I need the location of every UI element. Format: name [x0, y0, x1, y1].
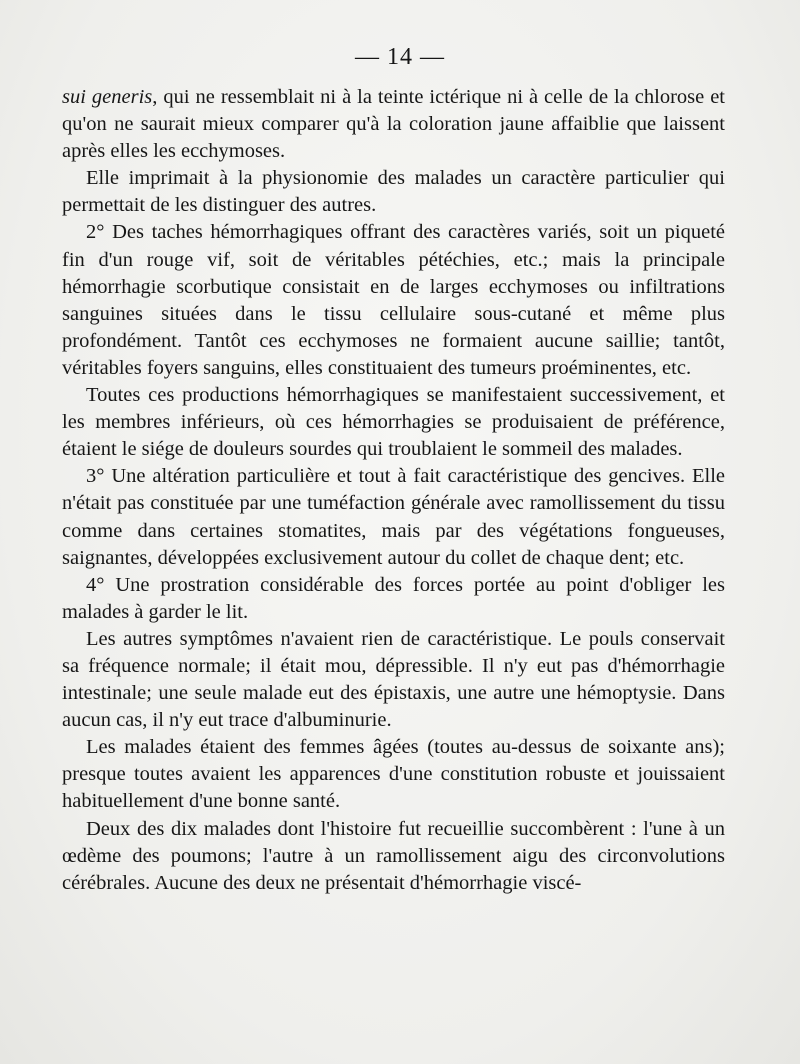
page-number: — 14 —: [355, 44, 445, 70]
paragraph-3: 2° Des taches hémorrhagiques offrant des caractères variés, soit un piqueté fin d'un rouge vif, soit de véritables pétéchies, etc.; mais la principale hémorrhagie scorbutique consistait en de larges ecchymoses ou infiltrations sanguines situées dans le tissu cellulaire sous-cutané et même plus profondément. Tantôt ces ecchymoses ne formaient aucune saillie; tantôt, véritables foyers sanguins, elles constituaient des tumeurs proéminentes, etc.: [62, 221, 725, 379]
paragraph-6: 4° Une prostration considérable des forces portée au point d'obliger les malades à garder le lit.: [62, 573, 725, 623]
paragraph-4: Toutes ces productions hémorrhagiques se manifestaient successivement, et les membres inférieurs, où ces hémorrhagies se produisaient de préférence, étaient le siége de douleurs sourdes qui troublaient le sommeil des malades.: [62, 384, 725, 461]
paragraph-8: Les malades étaient des femmes âgées (toutes au-dessus de soixante ans); presque toutes avaient les apparences d'une constitution robuste et jouissaient habituellement d'une bonne santé.: [62, 736, 725, 813]
paragraph-9: Deux des dix malades dont l'histoire fut recueillie succombèrent : l'une à un œdème des poumons; l'autre à un ramollissement aigu des circonvolutions cérébrales. Aucune des deux ne présentait d'hémorrhagie viscé-: [62, 817, 725, 894]
paragraph-7: Les autres symptômes n'avaient rien de caractéristique. Le pouls conservait sa fréquence normale; il était mou, dépressible. Il n'y eut pas d'hémorrhagie intestinale; une seule malade eut des épistaxis, une autre une hémoptysie. Dans aucun cas, il n'y eut trace d'albuminurie.: [62, 627, 725, 732]
paragraph-1-text: , qui ne ressemblait ni à la teinte ictérique ni à celle de la chlorose et qu'on ne saurait mieux comparer qu'à la coloration jaune affaiblie que laissent après elles les ecchymoses.: [62, 86, 725, 163]
latin-phrase: sui generis: [62, 86, 153, 108]
paragraph-2: Elle imprimait à la physionomie des malades un caractère particulier qui permettait de les distinguer des autres.: [62, 167, 725, 217]
paragraph-5: 3° Une altération particulière et tout à fait caractéristique des gencives. Elle n'était pas constituée par une tuméfaction générale avec ramollissement du tissu comme dans certaines stomatites, mais par des végétations fongueuses, saignantes, développées exclusivement autour du collet de chaque dent; etc.: [62, 465, 725, 569]
paragraph-1: [62, 84, 725, 165]
body-text: [62, 84, 725, 897]
